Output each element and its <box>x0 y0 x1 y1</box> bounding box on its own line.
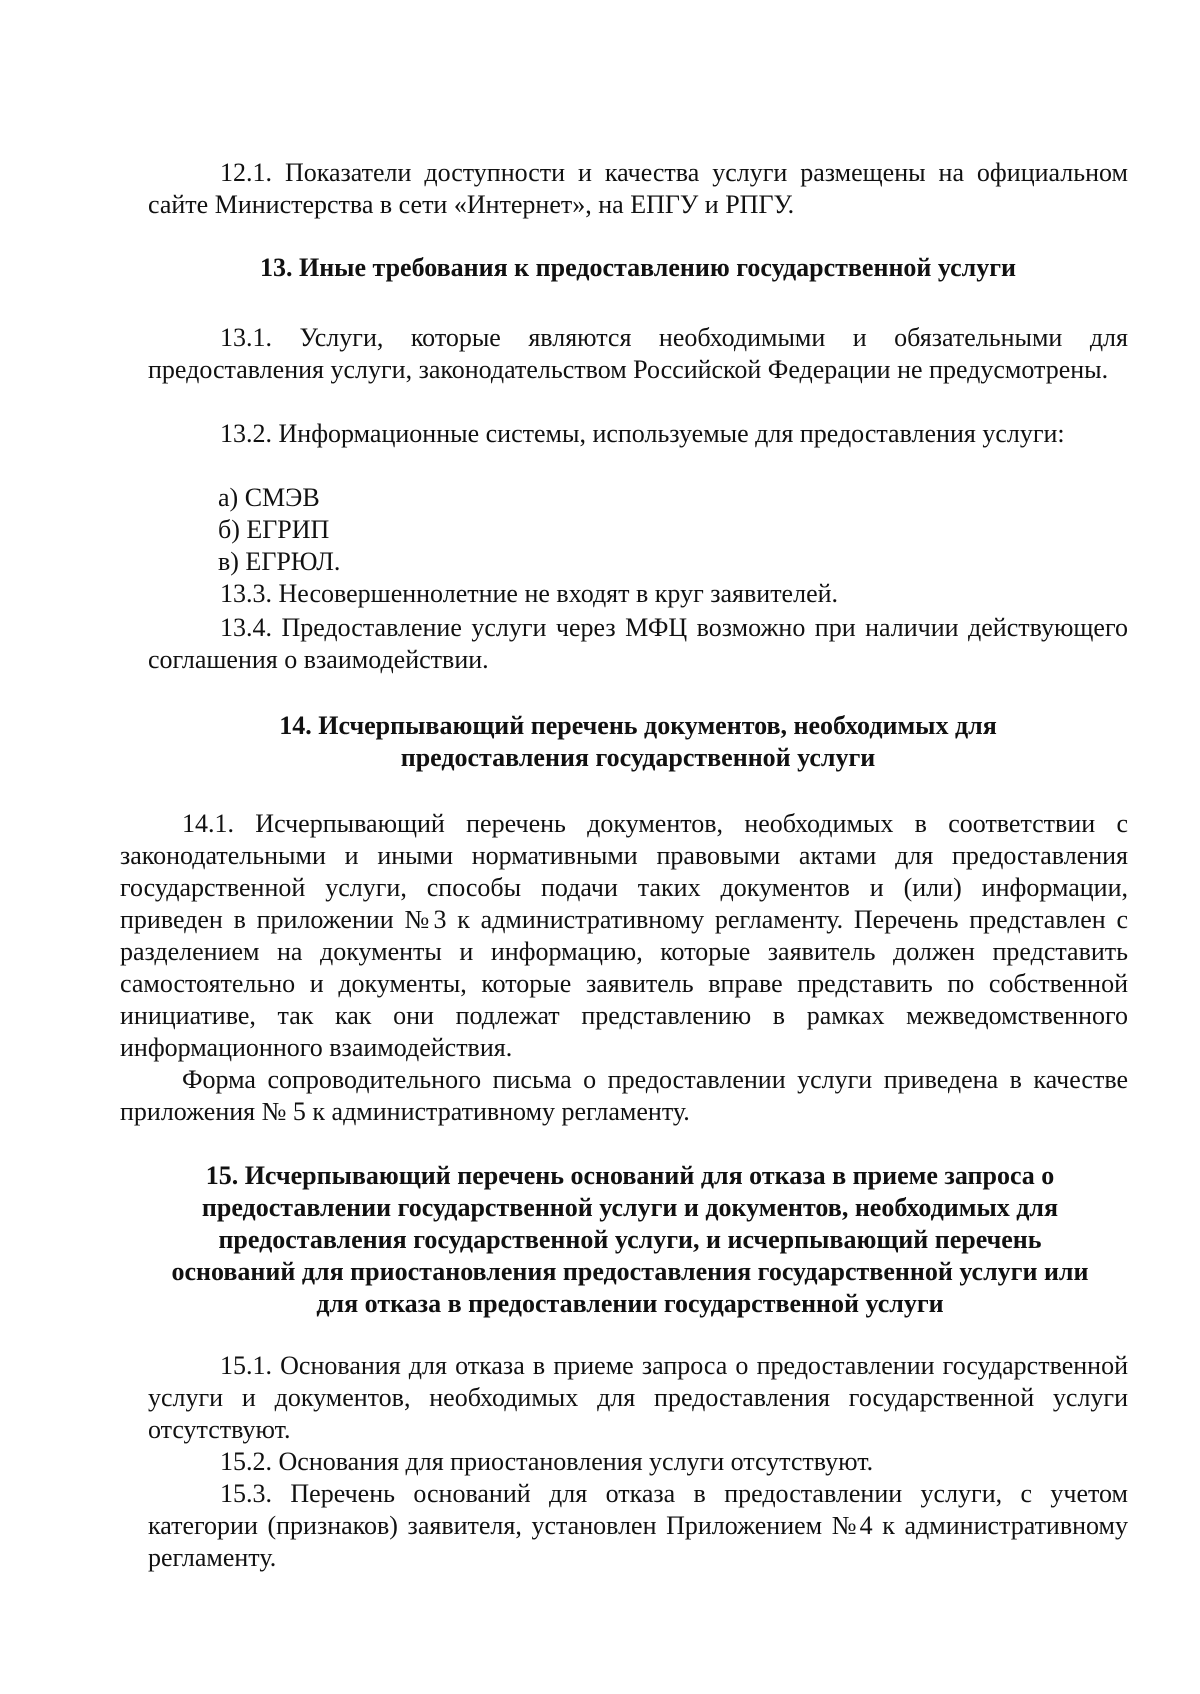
list-item-egrip: б) ЕГРИП <box>218 515 330 544</box>
heading-15-line-5: для отказа в предоставлении государственной услуги <box>316 1289 944 1318</box>
paragraph-15-2: 15.2. Основания для приостановления услуги отсутствуют. <box>220 1447 874 1476</box>
list-item-smev: а) СМЭВ <box>218 483 320 512</box>
paragraph-15-3: 15.3. Перечень оснований для отказа в предоставлении услуги, с учетом категории (признаков) заявителя, установлен Приложением №4 к административному регламенту. <box>148 1479 1128 1572</box>
heading-section-13: 13. Иные требования к предоставлению государственной услуги <box>259 253 1017 282</box>
paragraph-13-2: 13.2. Информационные системы, используемые для предоставления услуги: <box>220 419 1065 448</box>
paragraph-14-form: Форма сопроводительного письма о предоставлении услуги приведена в качестве приложения № 5 к административному регламенту. <box>120 1065 1128 1126</box>
heading-section-14 <box>148 710 1128 774</box>
list-item-egrul: в) ЕГРЮЛ. <box>218 547 341 576</box>
paragraph-13-4: 13.4. Предоставление услуги через МФЦ возможно при наличии действующего соглашения о взаимодействии. <box>148 613 1128 674</box>
heading-15-line-1: 15. Исчерпывающий перечень оснований для отказа в приеме запроса о <box>205 1161 1055 1190</box>
paragraph-14-1: 14.1. Исчерпывающий перечень документов, необходимых в соответствии с законодательными и иными нормативными правовыми актами для предоставления государственной услуги, способы подачи таких документов и (или) информации, приведен в приложении №3 к административному регламенту. Перечень представлен с разделением на документы и информацию, которые заявитель должен представить самостоятельно и документы, которые заявитель вправе представить по собственной инициативе, так как они подлежат представлению в рамках межведомственного информационного взаимодействия. <box>120 809 1128 1062</box>
heading-14-line-1: 14. Исчерпывающий перечень документов, необходимых для <box>279 711 997 740</box>
paragraph-13-1: 13.1. Услуги, которые являются необходимыми и обязательными для предоставления услуги, законодательством Российской Федерации не предусмотрены. <box>148 323 1128 384</box>
heading-15-line-4: оснований для приостановления предоставления государственной услуги или <box>171 1257 1089 1286</box>
paragraph-12-1: 12.1. Показатели доступности и качества услуги размещены на официальном сайте Министерства в сети «Интернет», на ЕПГУ и РПГУ. <box>148 158 1128 219</box>
heading-15-line-3: предоставления государственной услуги, и исчерпывающий перечень <box>218 1225 1042 1254</box>
heading-section-15 <box>110 1160 1150 1320</box>
heading-14-line-2: предоставления государственной услуги <box>400 743 876 772</box>
paragraph-13-3: 13.3. Несовершеннолетние не входят в круг заявителей. <box>220 579 839 608</box>
heading-15-line-2: предоставлении государственной услуги и документов, необходимых для <box>201 1193 1059 1222</box>
paragraph-15-1: 15.1. Основания для отказа в приеме запроса о предоставлении государственной услуги и документов, необходимых для предоставления государственной услуги отсутствуют. <box>148 1351 1128 1444</box>
